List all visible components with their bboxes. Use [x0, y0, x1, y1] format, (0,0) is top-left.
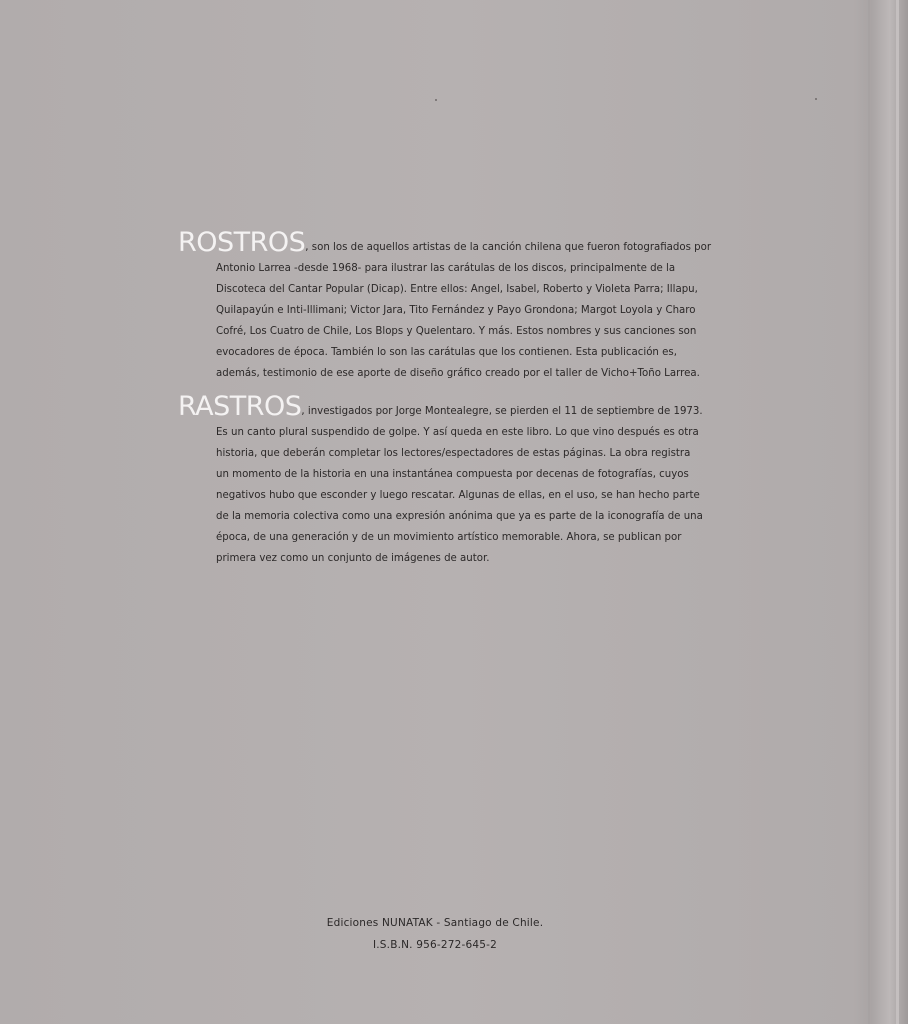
- rastros-line: historia, que deberán completar los lectores/espectadores de estas páginas. La obra registra: [216, 448, 691, 459]
- rostros-line: Quilapayún e Inti-Illimani; Victor Jara, Tito Fernández y Payo Grondona; Margot Loyola y Charo: [216, 305, 696, 316]
- rastros-paragraph: [178, 391, 758, 569]
- spine-highlight: [896, 0, 899, 1024]
- speck: [815, 98, 817, 100]
- rastros-heading: RASTROS: [178, 391, 302, 422]
- rastros-line: Es un canto plural suspendido de golpe. Y así queda en este libro. Lo que vino después es otra: [216, 427, 699, 438]
- rostros-line: Discoteca del Cantar Popular (Dicap). Entre ellos: Angel, Isabel, Roberto y Violeta Parra; Illapu,: [216, 284, 698, 295]
- rostros-paragraph: [178, 227, 758, 384]
- rostros-line: además, testimonio de ese aporte de diseño gráfico creado por el taller de Vicho+Toño Larrea.: [216, 368, 700, 379]
- rastros-line: primera vez como un conjunto de imágenes de autor.: [216, 553, 490, 564]
- rostros-heading: ROSTROS: [178, 227, 306, 258]
- isbn-line: I.S.B.N. 956-272-645-2: [372, 939, 498, 951]
- rostros-line: , son los de aquellos artistas de la canción chilena que fueron fotografiados por: [305, 242, 712, 253]
- rastros-line: , investigados por Jorge Montealegre, se pierden el 11 de septiembre de 1973.: [301, 406, 703, 417]
- rostros-line: Cofré, Los Cuatro de Chile, Los Blops y Quelentaro. Y más. Estos nombres y sus canciones son: [216, 326, 697, 337]
- rostros-first-line: [178, 227, 758, 258]
- rastros-first-line: [178, 391, 758, 422]
- rastros-line: de la memoria colectiva como una expresión anónima que ya es parte de la iconografía de una: [216, 511, 703, 522]
- rostros-line: Antonio Larrea -desde 1968- para ilustrar las carátulas de los discos, principalmente de la: [216, 263, 676, 274]
- rastros-line: época, de una generación y de un movimiento artístico memorable. Ahora, se publican por: [216, 532, 682, 543]
- spine-edge: [868, 0, 870, 1024]
- speck: [435, 99, 437, 101]
- rastros-line: un momento de la historia en una instantánea compuesta por decenas de fotografías, cuyos: [216, 469, 689, 480]
- rastros-line: negativos hubo que esconder y luego rescatar. Algunas de ellas, en el uso, se han hecho parte: [216, 490, 700, 501]
- publisher-line: Ediciones NUNATAK - Santiago de Chile.: [326, 917, 544, 929]
- rostros-line: evocadores de época. También lo son las carátulas que los contienen. Esta publicación es,: [216, 347, 677, 358]
